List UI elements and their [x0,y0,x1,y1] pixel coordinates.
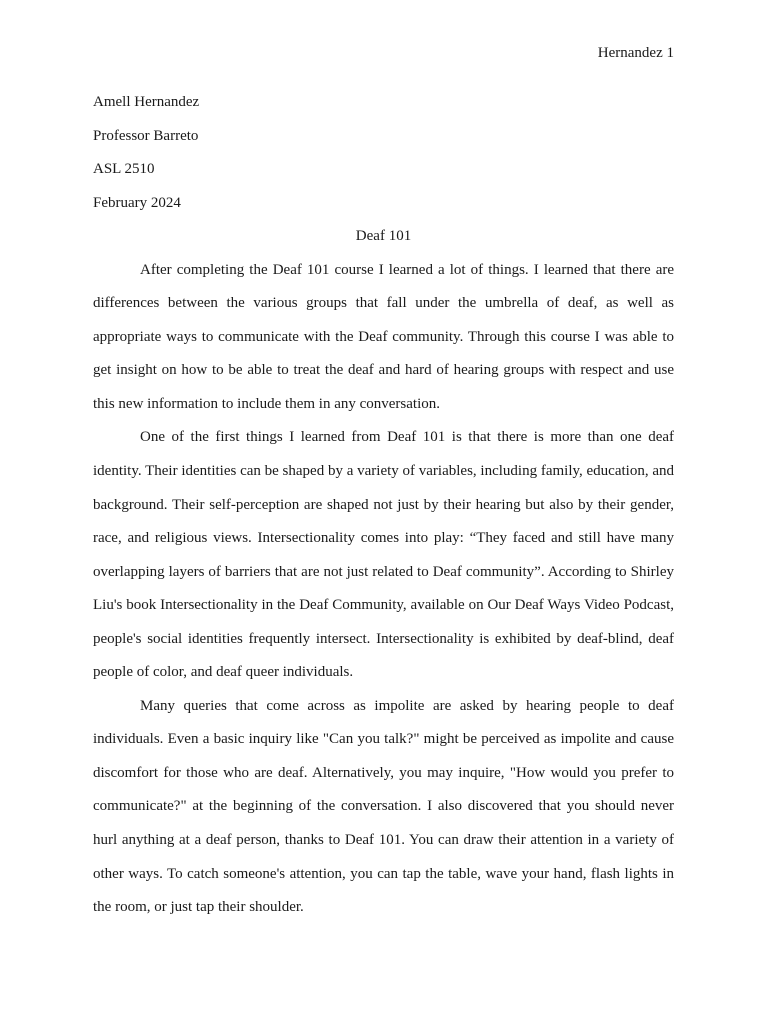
professor-name: Professor Barreto [93,127,199,144]
essay-body [93,86,674,925]
paragraph-3: Many queries that come across as impolite are asked by hearing people to deaf individuals. Even a basic inquiry like "Can you talk?" might be perceived as impolite and cause discomfort for those who are deaf. Alternatively, you may inquire, "How would you prefer to communicate?" at the beginning of the conversation. I also discovered that you should never hurl anything at a deaf person, thanks to Deaf 101. You can draw their attention in a variety of other ways. To catch someone's attention, you can tap the table, wave your hand, flash lights in the room, or just tap their shoulder. [93,697,674,916]
paragraph-1: After completing the Deaf 101 course I learned a lot of things. I learned that there are differences between the various groups that fall under the umbrella of deaf, as well as appropriate ways to communicate with the Deaf community. Through this course I was able to get insight on how to be able to treat the deaf and hard of hearing groups with respect and use this new information to include them in any conversation. [93,261,674,412]
student-name: Amell Hernandez [93,94,200,110]
paragraph-2: One of the first things I learned from Deaf 101 is that there is more than one deaf identity. Their identities can be shaped by a variety of variables, including family, education, and background. Their self-perception are shaped not just by their hearing but also by their gender, race, and religious views. Intersectionality comes into play: “They faced and still have many overlapping layers of barriers that are not just related to Deaf community”. According to Shirley Liu's book Intersectionality in the Deaf Community, available on Our Deaf Ways Video Podcast, people's social identities frequently intersect. Intersectionality is exhibited by deaf-blind, deaf people of color, and deaf queer individuals. [93,429,674,681]
essay-title: Deaf 101 [355,228,412,245]
running-head-page-number: Hernandez 1 [597,45,674,61]
essay-date: February 2024 [93,194,181,211]
course-code: ASL 2510 [93,161,155,178]
